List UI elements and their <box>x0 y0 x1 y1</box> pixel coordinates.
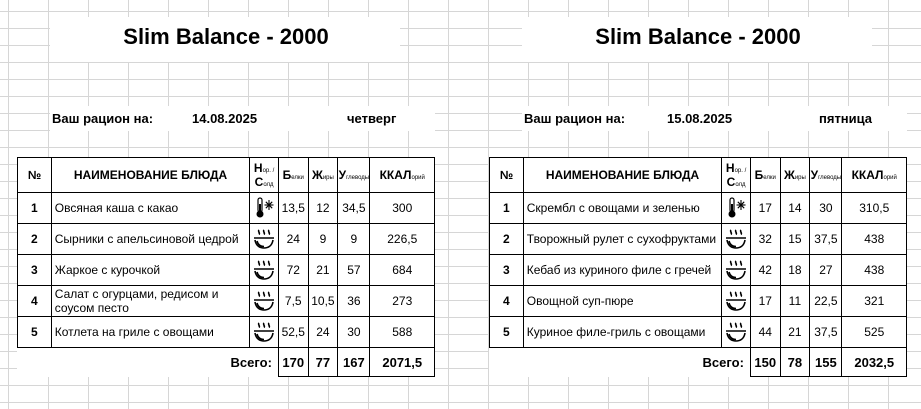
header-protein-letter: Б <box>282 168 292 182</box>
total-label: Всего: <box>490 348 751 377</box>
header-carbs <box>810 158 842 193</box>
protein-value: 17 <box>750 286 780 317</box>
header-hot-letter: Н <box>725 161 735 175</box>
dish-name: Овощной суп-пюре <box>523 286 722 317</box>
header-cold-letter: С <box>726 175 736 189</box>
protein-value: 72 <box>278 255 308 286</box>
header-carbs-letter: У <box>338 168 347 182</box>
header-num: № <box>490 158 524 193</box>
carbs-value: 30 <box>338 317 370 348</box>
header-cold-sub: олд <box>263 182 274 188</box>
hot-dish-icon <box>722 224 751 255</box>
table-row <box>18 224 435 255</box>
dish-name: Кебаб из куриного филе с гречей <box>523 255 722 286</box>
header-num: № <box>18 158 52 193</box>
ration-date: 14.08.2025 <box>192 111 258 126</box>
kcal-value: 588 <box>370 317 435 348</box>
table-header <box>490 158 907 193</box>
protein-value: 24 <box>278 224 308 255</box>
panel-title: Slim Balance - 2000 <box>595 24 801 49</box>
protein-value: 13,5 <box>278 193 308 224</box>
row-num: 5 <box>490 317 524 348</box>
header-fat-sub: иры <box>794 175 806 181</box>
table-row <box>490 286 907 317</box>
fat-value: 24 <box>308 317 338 348</box>
header-protein-sub: елки <box>291 175 304 181</box>
table-row <box>18 193 435 224</box>
menu-table <box>17 157 435 377</box>
cold-thermometer-icon <box>722 193 751 224</box>
header-hot-cold <box>250 158 279 193</box>
header-cold-letter: С <box>254 175 264 189</box>
dish-name: Сырники с апельсиновой цедрой <box>51 224 250 255</box>
carbs-value: 37,5 <box>810 224 842 255</box>
protein-value: 42 <box>750 255 780 286</box>
row-num: 3 <box>18 255 52 286</box>
header-fat-letter: Ж <box>783 168 795 182</box>
kcal-value: 273 <box>370 286 435 317</box>
row-num: 3 <box>490 255 524 286</box>
header-hot-cold <box>722 158 751 193</box>
header-fat <box>308 158 338 193</box>
hot-dish-icon <box>250 286 279 317</box>
total-fat: 78 <box>780 348 810 377</box>
header-name: НАИМЕНОВАНИЕ БЛЮДА <box>523 158 722 193</box>
header-protein <box>750 158 780 193</box>
header-kcal <box>370 158 435 193</box>
day-panel-0 <box>17 0 435 409</box>
fat-value: 11 <box>780 286 810 317</box>
dish-name: Скрембл с овощами и зеленью <box>523 193 722 224</box>
table-row <box>490 193 907 224</box>
ration-date: 15.08.2025 <box>667 111 733 126</box>
table-row <box>18 286 435 317</box>
hot-dish-icon <box>722 286 751 317</box>
header-carbs-letter: У <box>810 168 819 182</box>
total-carbs: 167 <box>338 348 370 377</box>
table-header <box>18 158 435 193</box>
total-fat: 77 <box>308 348 338 377</box>
header-cold-sub: олд <box>735 182 746 188</box>
protein-value: 7,5 <box>278 286 308 317</box>
dish-name: Куриное филе-гриль с овощами <box>523 317 722 348</box>
ration-weekday: пятница <box>819 111 873 126</box>
header-protein-letter: Б <box>754 168 764 182</box>
fat-value: 10,5 <box>308 286 338 317</box>
header-kcal-letters: ККАЛ <box>851 168 884 182</box>
total-carbs: 155 <box>810 348 842 377</box>
carbs-value: 37,5 <box>810 317 842 348</box>
header-protein-sub: елки <box>763 175 776 181</box>
carbs-value: 22,5 <box>810 286 842 317</box>
hot-dish-icon <box>250 224 279 255</box>
total-kcal: 2071,5 <box>370 348 435 377</box>
day-panel-1 <box>489 0 907 409</box>
menu-table <box>489 157 907 377</box>
fat-value: 18 <box>780 255 810 286</box>
carbs-value: 34,5 <box>338 193 370 224</box>
hot-dish-icon <box>250 317 279 348</box>
header-name: НАИМЕНОВАНИЕ БЛЮДА <box>51 158 250 193</box>
cold-thermometer-icon <box>250 193 279 224</box>
kcal-value: 226,5 <box>370 224 435 255</box>
carbs-value: 30 <box>810 193 842 224</box>
dish-name: Жаркое с курочкой <box>51 255 250 286</box>
table-row <box>18 317 435 348</box>
dish-name: Овсяная каша с какао <box>51 193 250 224</box>
header-fat <box>780 158 810 193</box>
row-num: 4 <box>18 286 52 317</box>
total-protein: 170 <box>278 348 308 377</box>
fat-value: 12 <box>308 193 338 224</box>
hot-dish-icon <box>722 255 751 286</box>
fat-value: 15 <box>780 224 810 255</box>
ration-label: Ваш рацион на: <box>524 111 626 126</box>
fat-value: 21 <box>780 317 810 348</box>
kcal-value: 525 <box>842 317 907 348</box>
carbs-value: 57 <box>338 255 370 286</box>
hot-dish-icon <box>722 317 751 348</box>
kcal-value: 300 <box>370 193 435 224</box>
kcal-value: 684 <box>370 255 435 286</box>
hot-dish-icon <box>250 255 279 286</box>
table-row <box>18 255 435 286</box>
header-hot-letter: Н <box>253 161 263 175</box>
row-num: 2 <box>490 224 524 255</box>
fat-value: 14 <box>780 193 810 224</box>
protein-value: 17 <box>750 193 780 224</box>
dish-name: Салат с огурцами, редисом и соусом песто <box>51 286 250 317</box>
table-row <box>490 317 907 348</box>
row-num: 5 <box>18 317 52 348</box>
carbs-value: 9 <box>338 224 370 255</box>
total-protein: 150 <box>750 348 780 377</box>
header-carbs-sub: глеводы <box>346 175 370 181</box>
header-carbs-sub: глеводы <box>818 175 842 181</box>
row-num: 1 <box>490 193 524 224</box>
ration-label: Ваш рацион на: <box>52 111 154 126</box>
header-kcal-sub: орий <box>883 175 897 181</box>
protein-value: 44 <box>750 317 780 348</box>
header-carbs <box>338 158 370 193</box>
header-hot-sub: ор. / <box>262 168 275 174</box>
carbs-value: 27 <box>810 255 842 286</box>
carbs-value: 36 <box>338 286 370 317</box>
fat-value: 9 <box>308 224 338 255</box>
kcal-value: 438 <box>842 255 907 286</box>
protein-value: 32 <box>750 224 780 255</box>
ration-weekday: четверг <box>347 111 397 126</box>
header-protein <box>278 158 308 193</box>
fat-value: 21 <box>308 255 338 286</box>
total-row <box>490 348 907 377</box>
protein-value: 52,5 <box>278 317 308 348</box>
row-num: 2 <box>18 224 52 255</box>
panel-title: Slim Balance - 2000 <box>123 24 329 49</box>
header-kcal-letters: ККАЛ <box>379 168 412 182</box>
total-label: Всего: <box>18 348 279 377</box>
table-row <box>490 255 907 286</box>
header-hot-sub: ор. / <box>734 168 747 174</box>
dish-name: Творожный рулет с сухофруктами <box>523 224 722 255</box>
table-row <box>490 224 907 255</box>
kcal-value: 310,5 <box>842 193 907 224</box>
header-fat-letter: Ж <box>311 168 323 182</box>
total-row <box>18 348 435 377</box>
header-fat-sub: иры <box>322 175 334 181</box>
header-kcal-sub: орий <box>411 175 425 181</box>
kcal-value: 438 <box>842 224 907 255</box>
row-num: 1 <box>18 193 52 224</box>
dish-name: Котлета на гриле с овощами <box>51 317 250 348</box>
header-kcal <box>842 158 907 193</box>
total-kcal: 2032,5 <box>842 348 907 377</box>
row-num: 4 <box>490 286 524 317</box>
kcal-value: 321 <box>842 286 907 317</box>
